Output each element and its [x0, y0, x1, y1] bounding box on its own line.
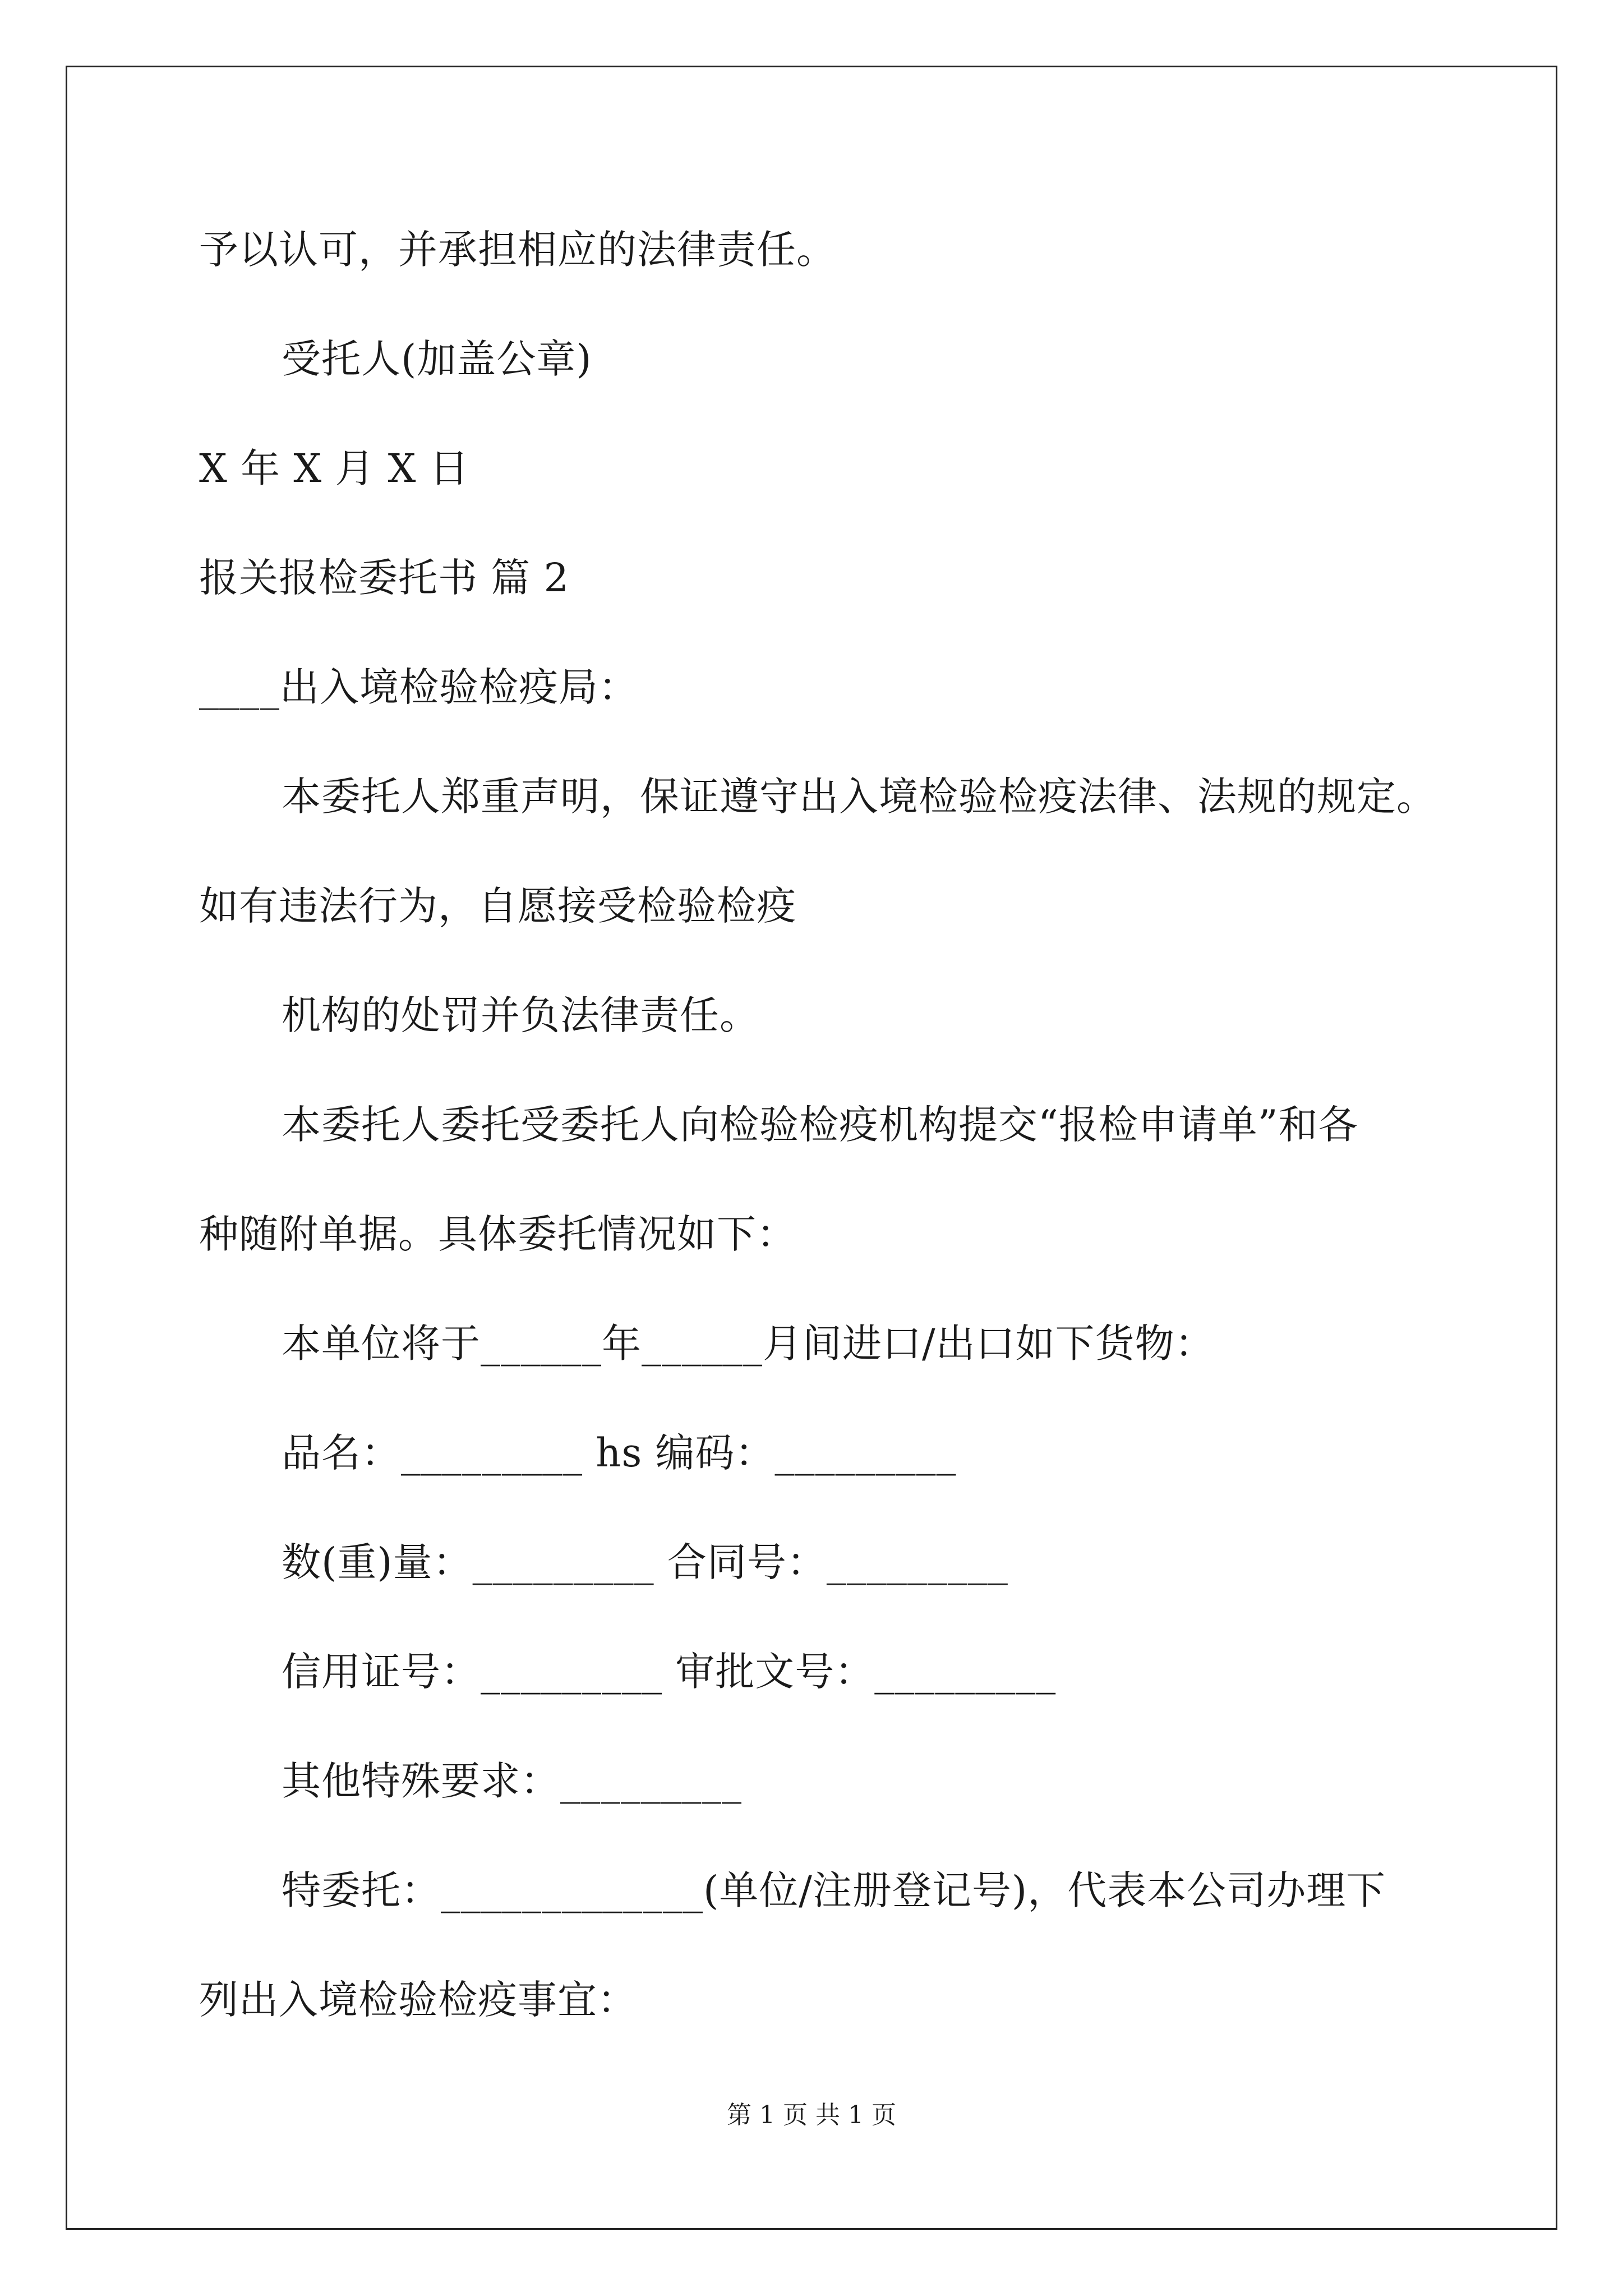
text-line-16: 特委托：_____________(单位/注册登记号)，代表本公司办理下: [282, 1867, 1386, 1913]
text-line-2: 受托人(加盖公章): [282, 336, 592, 382]
text-line-8: 机构的处罚并负法律责任。: [282, 992, 759, 1038]
text-line-9: 本委托人委托受委托人向检验检疫机构提交“报检申请单”和各: [282, 1102, 1358, 1148]
text-line-1: 予以认可，并承担相应的法律责任。: [199, 227, 836, 273]
text-line-5: ____出入境检验检疫局：: [199, 664, 638, 710]
text-line-15: 其他特殊要求：_________: [282, 1758, 742, 1804]
text-line-10: 种随附单据。具体委托情况如下：: [199, 1211, 796, 1257]
page-footer: 第 1 页 共 1 页: [727, 2101, 896, 2129]
text-line-12: 品名：_________ hs 编码：_________: [282, 1430, 957, 1476]
text-line-6: 本委托人郑重声明，保证遵守出入境检验检疫法律、法规的规定。: [282, 774, 1436, 820]
text-line-17: 列出入境检验检疫事宜：: [199, 1977, 637, 2023]
text-line-7: 如有违法行为，自愿接受检验检疫: [199, 883, 796, 929]
text-line-13: 数(重)量：_________ 合同号：_________: [282, 1539, 1008, 1585]
section-heading: 报关报检委托书 篇 2: [199, 555, 570, 601]
text-line-3: X 年 X 月 X 日: [199, 445, 469, 491]
text-line-14: 信用证号：_________ 审批文号：_________: [282, 1649, 1057, 1695]
text-line-11: 本单位将于______年______月间进口/出口如下货物：: [282, 1320, 1215, 1366]
